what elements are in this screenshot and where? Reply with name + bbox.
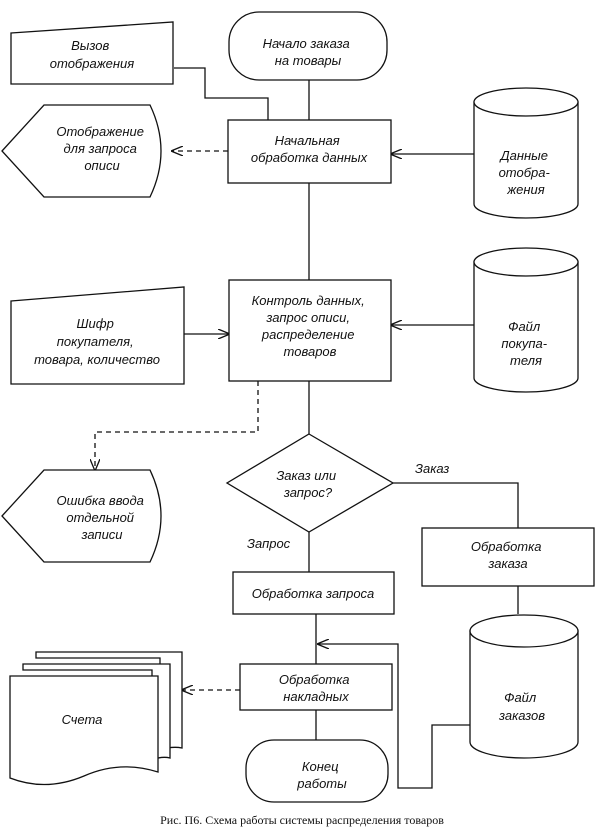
svg-text:Начало заказа на товары: Начало заказа на товары <box>262 36 350 68</box>
svg-text:Вызов отображения: Вызов отображения <box>49 38 135 71</box>
order-processing-node <box>422 528 594 586</box>
error-display-node <box>2 470 161 562</box>
call-display-node <box>11 22 173 84</box>
orders-file-storage <box>470 615 578 758</box>
svg-text:Файл покупа- теля: Файл покупа- теля <box>501 319 548 368</box>
edge-label-request: Запрос <box>247 536 291 551</box>
svg-text:Обработка запроса: Обработка запроса <box>251 586 375 601</box>
customer-file-storage <box>474 248 578 392</box>
edge-decision-to-order <box>393 483 518 528</box>
display-data-storage <box>474 88 578 218</box>
figure-caption: Рис. П6. Схема работы системы распределения товаров <box>160 813 444 827</box>
code-input-node <box>11 287 184 384</box>
svg-text:Заказ или запрос?: Заказ или запрос? <box>276 468 337 500</box>
svg-text:Обработка накладных: Обработка накладных <box>278 672 350 704</box>
svg-text:Данные отобра- жен: Данные отобра- жения <box>498 148 550 197</box>
svg-text:Счета: Счета <box>61 712 103 727</box>
edge-label-order: Заказ <box>415 461 450 476</box>
initial-processing-node <box>228 120 391 183</box>
control-processing-node <box>229 280 391 381</box>
display-request-node <box>2 105 161 197</box>
svg-text:Отображение для запроса: Отображение для запроса описи <box>56 124 144 173</box>
invoice-processing-node <box>240 664 392 710</box>
svg-text:Шифр покупателя, т: Шифр покупателя, товара, количество <box>34 316 160 367</box>
request-processing-node <box>233 572 394 614</box>
svg-text:Обработка заказа: Обработка заказа <box>470 539 542 571</box>
bills-document-stack <box>10 652 182 785</box>
svg-text:Ошибка ввода отдельной: Ошибка ввода отдельной записи <box>56 493 144 542</box>
decision-node <box>227 434 393 532</box>
svg-text:Файл заказов: Файл заказов <box>498 690 546 723</box>
svg-text:Начальная обработка данн: Начальная обработка данных <box>250 133 368 165</box>
start-terminator <box>229 12 387 80</box>
svg-text:Контроль данных, запрос: Контроль данных, запрос описи, распределение товаров <box>251 293 365 359</box>
edge-control-to-error <box>95 381 258 470</box>
svg-text:Конец работы: Конец работы <box>297 759 347 791</box>
end-terminator <box>246 740 388 802</box>
